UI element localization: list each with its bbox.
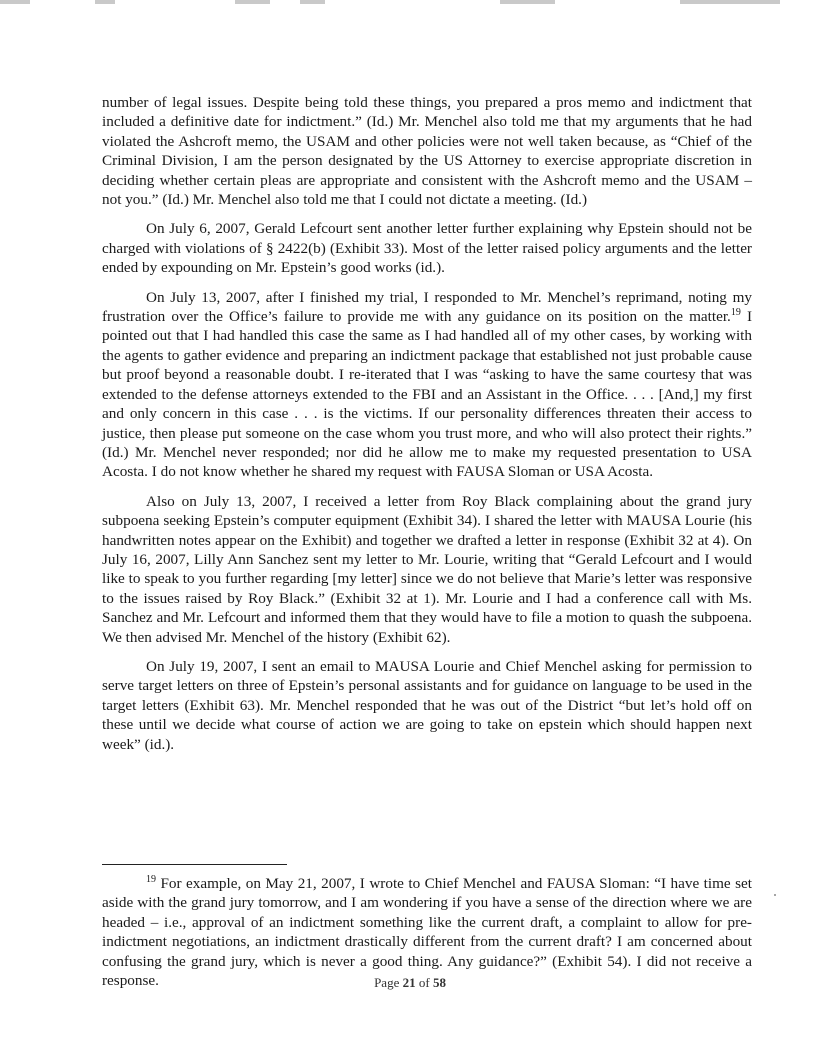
margin-speck bbox=[774, 894, 776, 896]
scan-mark bbox=[500, 0, 555, 4]
paragraph-4: Also on July 13, 2007, I received a letter from Roy Black complaining about the grand jury subpoena seeking Epstein’s computer equipment (Exhibit 34). I shared the letter with MAUSA Lourie (his handwritten notes appear on the Exhibit) and together we drafted a letter in response (Exhibit 32 at 4). On July 16, 2007, Lilly Ann Sanchez sent my letter to Mr. Lourie, writing that “Gerald Lefcourt and I would like to speak to you further regarding [my letter] since we do not believe that Marie’s letter was responsive to the issues raised by Roy Black.” (Exhibit 32 at 1). Mr. Lourie and I had a conference call with Ms. Sanchez and Mr. Lefcourt and informed them that they would have to file a motion to quash the subpoena. We then advised Mr. Menchel of the history (Exhibit 62). bbox=[102, 492, 752, 646]
page-number-current: 21 bbox=[402, 975, 416, 990]
scan-mark bbox=[300, 0, 325, 4]
body-text bbox=[102, 93, 752, 764]
footnote-reference-19: 19 bbox=[730, 307, 741, 318]
footnote-text: For example, on May 21, 2007, I wrote to Chief Menchel and FAUSA Sloman: “I have time set aside with the grand jury tomorrow, and I am wondering if you have a sense of the direction where we are headed – i.e., approval of an indictment something like the current draft, a complaint to allow for pre-indictment negotiations, an indictment drastically different from the current draft? I am concerned about confusing the grand jury, which is never a good thing. Any guidance?” (Exhibit 54). I did not receive a response. bbox=[102, 875, 752, 990]
footnote-19 bbox=[102, 874, 752, 990]
scan-mark bbox=[680, 0, 780, 4]
paragraph-3 bbox=[102, 288, 752, 482]
paragraph-5: On July 19, 2007, I sent an email to MAUSA Lourie and Chief Menchel asking for permission to serve target letters on three of Epstein’s personal assistants and for guidance on language to be used in the target letters (Exhibit 63). Mr. Menchel responded that he was out of the District “but let’s hold off on these until we decide what course of action we are going to take on epstein which should happen next week” (id.). bbox=[102, 657, 752, 753]
page-number bbox=[0, 975, 820, 991]
footnote-number: 19 bbox=[146, 873, 156, 885]
footnote-separator bbox=[102, 864, 287, 865]
paragraph-2: On July 6, 2007, Gerald Lefcourt sent another letter further explaining why Epstein should not be charged with violations of § 2422(b) (Exhibit 33). Most of the letter raised policy arguments and the letter ended by expounding on Mr. Epstein’s good works (id.). bbox=[102, 220, 752, 277]
paragraph-3-part-a: On July 13, 2007, after I finished my trial, I responded to Mr. Menchel’s reprimand, noting my frustration over the Office’s failure to provide me with any guidance on its position on the matter. bbox=[102, 288, 752, 326]
page-number-prefix: Page bbox=[374, 975, 403, 990]
scan-mark bbox=[235, 0, 270, 4]
paragraph-3-part-b: I pointed out that I had handled this case the same as I had handled all of my other cases, by working with the agents to gather evidence and preparing an indictment package that established not just probable cause but proof beyond a reasonable doubt. I re-iterated that I was “asking to have the same courtesy that was extended to the defense attorneys extended to the FBI and an Assistant in the Office. . . . [And,] my first and only concern in this case . . . is the victims. If our personality differences threaten their access to justice, then please put someone on the case whom you trust more, and who will also protect their rights.” (Id.) Mr. Menchel never responded; nor did he allow me to make my requested presentation to USA Acosta. I do not know whether he shared my request with FAUSA Sloman or USA Acosta. bbox=[102, 308, 752, 481]
scan-artifact-strip bbox=[0, 0, 820, 8]
page-number-total: 58 bbox=[432, 975, 446, 990]
scan-mark bbox=[95, 0, 115, 4]
page-number-separator: of bbox=[415, 975, 433, 990]
paragraph-1: number of legal issues. Despite being told these things, you prepared a pros memo and indictment that included a definitive date for indictment.” (Id.) Mr. Menchel also told me that my arguments that he had violated the Ashcroft memo, the USAM and other policies were not well taken because, as “Chief of the Criminal Division, I am the person designated by the US Attorney to exercise appropriate discretion in deciding whether certain pleas are appropriate and consistent with the Ashcroft memo and the USAM – not you.” (Id.) Mr. Menchel also told me that I could not dictate a meeting. (Id.) bbox=[102, 94, 752, 209]
scan-mark bbox=[0, 0, 30, 4]
